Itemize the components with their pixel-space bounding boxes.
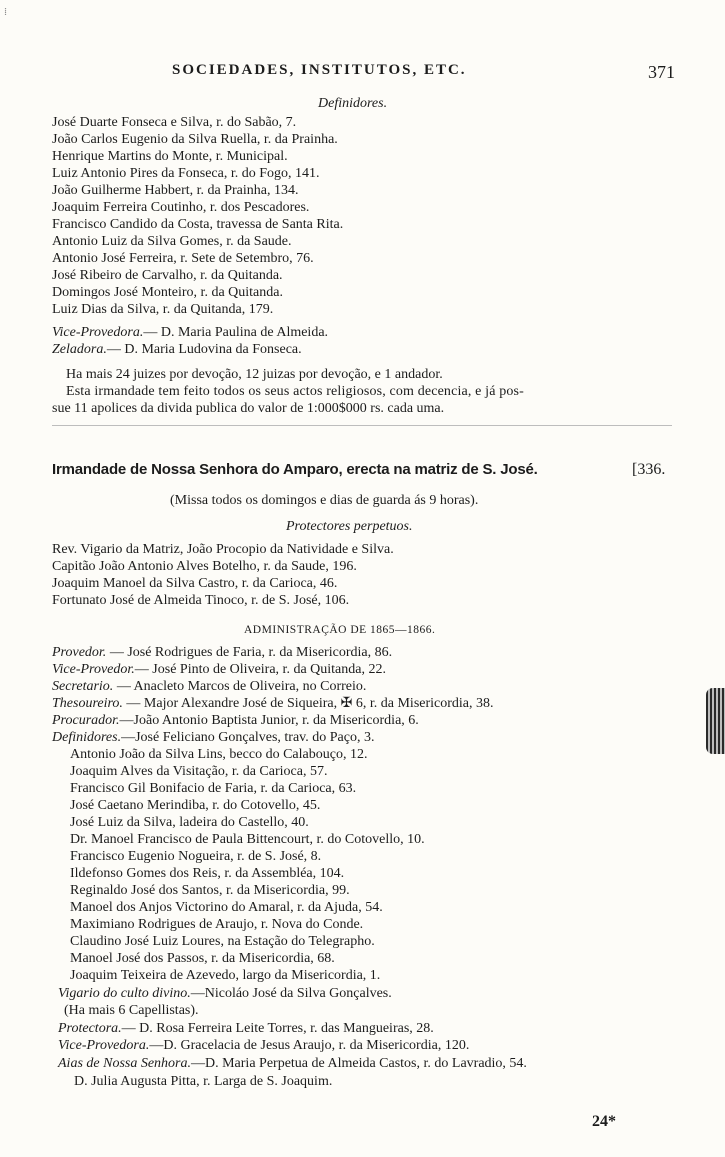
officer-line — [52, 341, 302, 358]
officer-name: — D. Maria Paulina de Almeida. — [143, 325, 329, 340]
chaplains-note: (Ha mais 6 Capellistas). — [64, 1003, 199, 1018]
list-item: Claudino José Luiz Loures, na Estação do Telegrapho. — [70, 934, 375, 949]
list-item: João Guilherme Habbert, r. da Prainha, 134. — [52, 183, 299, 198]
lady-text: —D. Gracelacia de Jesus Araujo, r. da Misericordia, 120. — [149, 1038, 470, 1053]
lady-text: —D. Maria Perpetua de Almeida Castos, r. do Lavradio, 54. — [191, 1056, 527, 1071]
note-paragraph-line: Ha mais 24 juizes por devoção, 12 juizas por devoção, e 1 andador. — [66, 367, 443, 382]
list-item: Joaquim Teixeira de Azevedo, largo da Misericordia, 1. — [70, 968, 381, 983]
definidores-heading: Definidores. — [318, 96, 388, 111]
list-item: José Duarte Fonseca e Silva, r. do Sabão, 7. — [52, 115, 297, 130]
lady-officer-line — [58, 1037, 469, 1054]
lady-role: Protectora. — [58, 1021, 122, 1036]
signature-mark: 24* — [592, 1113, 616, 1130]
list-item: Antonio Luiz da Silva Gomes, r. da Saude. — [52, 234, 292, 249]
list-item: Dr. Manoel Francisco de Paula Bittencourt, r. do Cotovello, 10. — [70, 832, 425, 847]
lady-officer-line — [58, 1020, 434, 1037]
list-item: Joaquim Manoel da Silva Castro, r. da Carioca, 46. — [52, 576, 338, 591]
admin-text: — José Rodrigues de Faria, r. da Misericordia, 86. — [106, 645, 393, 660]
lady-role: Aias de Nossa Senhora. — [58, 1056, 191, 1071]
list-item: Henrique Martins do Monte, r. Municipal. — [52, 149, 288, 164]
vigario-text: —Nicoláo José da Silva Gonçalves. — [190, 986, 392, 1001]
list-item: João Carlos Eugenio da Silva Ruella, r. da Prainha. — [52, 132, 338, 147]
list-item: José Caetano Merindiba, r. do Cotovello, 45. — [70, 798, 321, 813]
lady-text: — D. Rosa Ferreira Leite Torres, r. das Mangueiras, 28. — [121, 1021, 434, 1036]
mass-times: (Missa todos os domingos e dias de guarda ás 9 horas). — [170, 493, 479, 508]
admin-line — [52, 729, 374, 746]
lady-officer-line — [58, 1055, 527, 1072]
list-item: Manoel dos Anjos Victorino do Amaral, r. da Ajuda, 54. — [70, 900, 383, 915]
note-paragraph-line: sue 11 apolices da divida publica do valor de 1:000$000 rs. cada uma. — [52, 401, 445, 416]
admin-text: —João Antonio Baptista Junior, r. da Misericordia, 6. — [119, 713, 419, 728]
list-item: Capitão João Antonio Alves Botelho, r. da Saude, 196. — [52, 559, 357, 574]
admin-role: Provedor. — [52, 645, 107, 660]
section-title: Irmandade de Nossa Senhora do Amparo, erecta na matriz de S. José. — [52, 461, 538, 478]
protectors-heading: Protectores perpetuos. — [286, 519, 413, 534]
admin-role: Vice-Provedor. — [52, 662, 135, 677]
admin-text: — Anacleto Marcos de Oliveira, no Correio. — [113, 679, 367, 694]
list-item: Antonio José Ferreira, r. Sete de Setembro, 76. — [52, 251, 314, 266]
admin-heading: ADMINISTRAÇÃO DE 1865—1866. — [244, 624, 436, 636]
section-divider — [52, 425, 672, 426]
list-item: Luiz Dias da Silva, r. da Quitanda, 179. — [52, 302, 274, 317]
list-item: D. Julia Augusta Pitta, r. Larga de S. Joaquim. — [74, 1074, 333, 1089]
list-item: Rev. Vigario da Matriz, João Procopio da Natividade e Silva. — [52, 542, 394, 557]
admin-role: Definidores. — [52, 730, 122, 745]
admin-role: Secretario. — [52, 679, 114, 694]
admin-role: Thesoureiro. — [52, 696, 123, 711]
thumb-index-tab — [706, 688, 725, 754]
list-item: Manoel José dos Passos, r. da Misericordia, 68. — [70, 951, 335, 966]
admin-line — [52, 678, 366, 695]
note-paragraph-line: Esta irmandade tem feito todos os seus actos religiosos, com decencia, e já pos- — [66, 384, 524, 399]
officer-line — [52, 324, 328, 341]
list-item: Francisco Gil Bonifacio de Faria, r. da Carioca, 63. — [70, 781, 357, 796]
margin-mark: ⁞ — [4, 6, 8, 18]
lady-role: Vice-Provedora. — [58, 1038, 150, 1053]
admin-role: Procurador. — [52, 713, 120, 728]
officer-role: Vice-Provedora. — [52, 325, 144, 340]
list-item: Francisco Eugenio Nogueira, r. de S. José, 8. — [70, 849, 322, 864]
admin-line — [52, 695, 494, 712]
admin-line — [52, 644, 392, 661]
list-item: José Luiz da Silva, ladeira do Castello, 40. — [70, 815, 309, 830]
vigario-line — [58, 985, 392, 1002]
list-item: Domingos José Monteiro, r. da Quitanda. — [52, 285, 283, 300]
officer-role: Zeladora. — [52, 342, 107, 357]
admin-text: — Major Alexandre José de Siqueira, ✠ 6, r. da Misericordia, 38. — [122, 696, 494, 711]
section-number: [336. — [632, 461, 666, 478]
list-item: Maximiano Rodrigues de Araujo, r. Nova do Conde. — [70, 917, 364, 932]
vigario-role: Vigario do culto divino. — [58, 986, 191, 1001]
list-item: Joaquim Alves da Visitação, r. da Carioca, 57. — [70, 764, 328, 779]
list-item: Antonio João da Silva Lins, becco do Calabouço, 12. — [70, 747, 368, 762]
admin-text: — José Pinto de Oliveira, r. da Quitanda, 22. — [134, 662, 386, 677]
list-item: Ildefonso Gomes dos Reis, r. da Assembléa, 104. — [70, 866, 345, 881]
list-item: Fortunato José de Almeida Tinoco, r. de S. José, 106. — [52, 593, 350, 608]
running-header-title: SOCIEDADES, INSTITUTOS, ETC. — [172, 62, 467, 78]
list-item: Francisco Candido da Costa, travessa de Santa Rita. — [52, 217, 344, 232]
admin-line — [52, 661, 386, 678]
list-item: José Ribeiro de Carvalho, r. da Quitanda. — [52, 268, 283, 283]
list-item: Luiz Antonio Pires da Fonseca, r. do Fogo, 141. — [52, 166, 320, 181]
admin-text: —José Feliciano Gonçalves, trav. do Paço, 3. — [121, 730, 375, 745]
list-item: Reginaldo José dos Santos, r. da Misericordia, 99. — [70, 883, 350, 898]
list-item: Joaquim Ferreira Coutinho, r. dos Pescadores. — [52, 200, 310, 215]
page-number: 371 — [648, 62, 675, 82]
admin-line — [52, 712, 419, 729]
officer-name: — D. Maria Ludovina da Fonseca. — [106, 342, 302, 357]
